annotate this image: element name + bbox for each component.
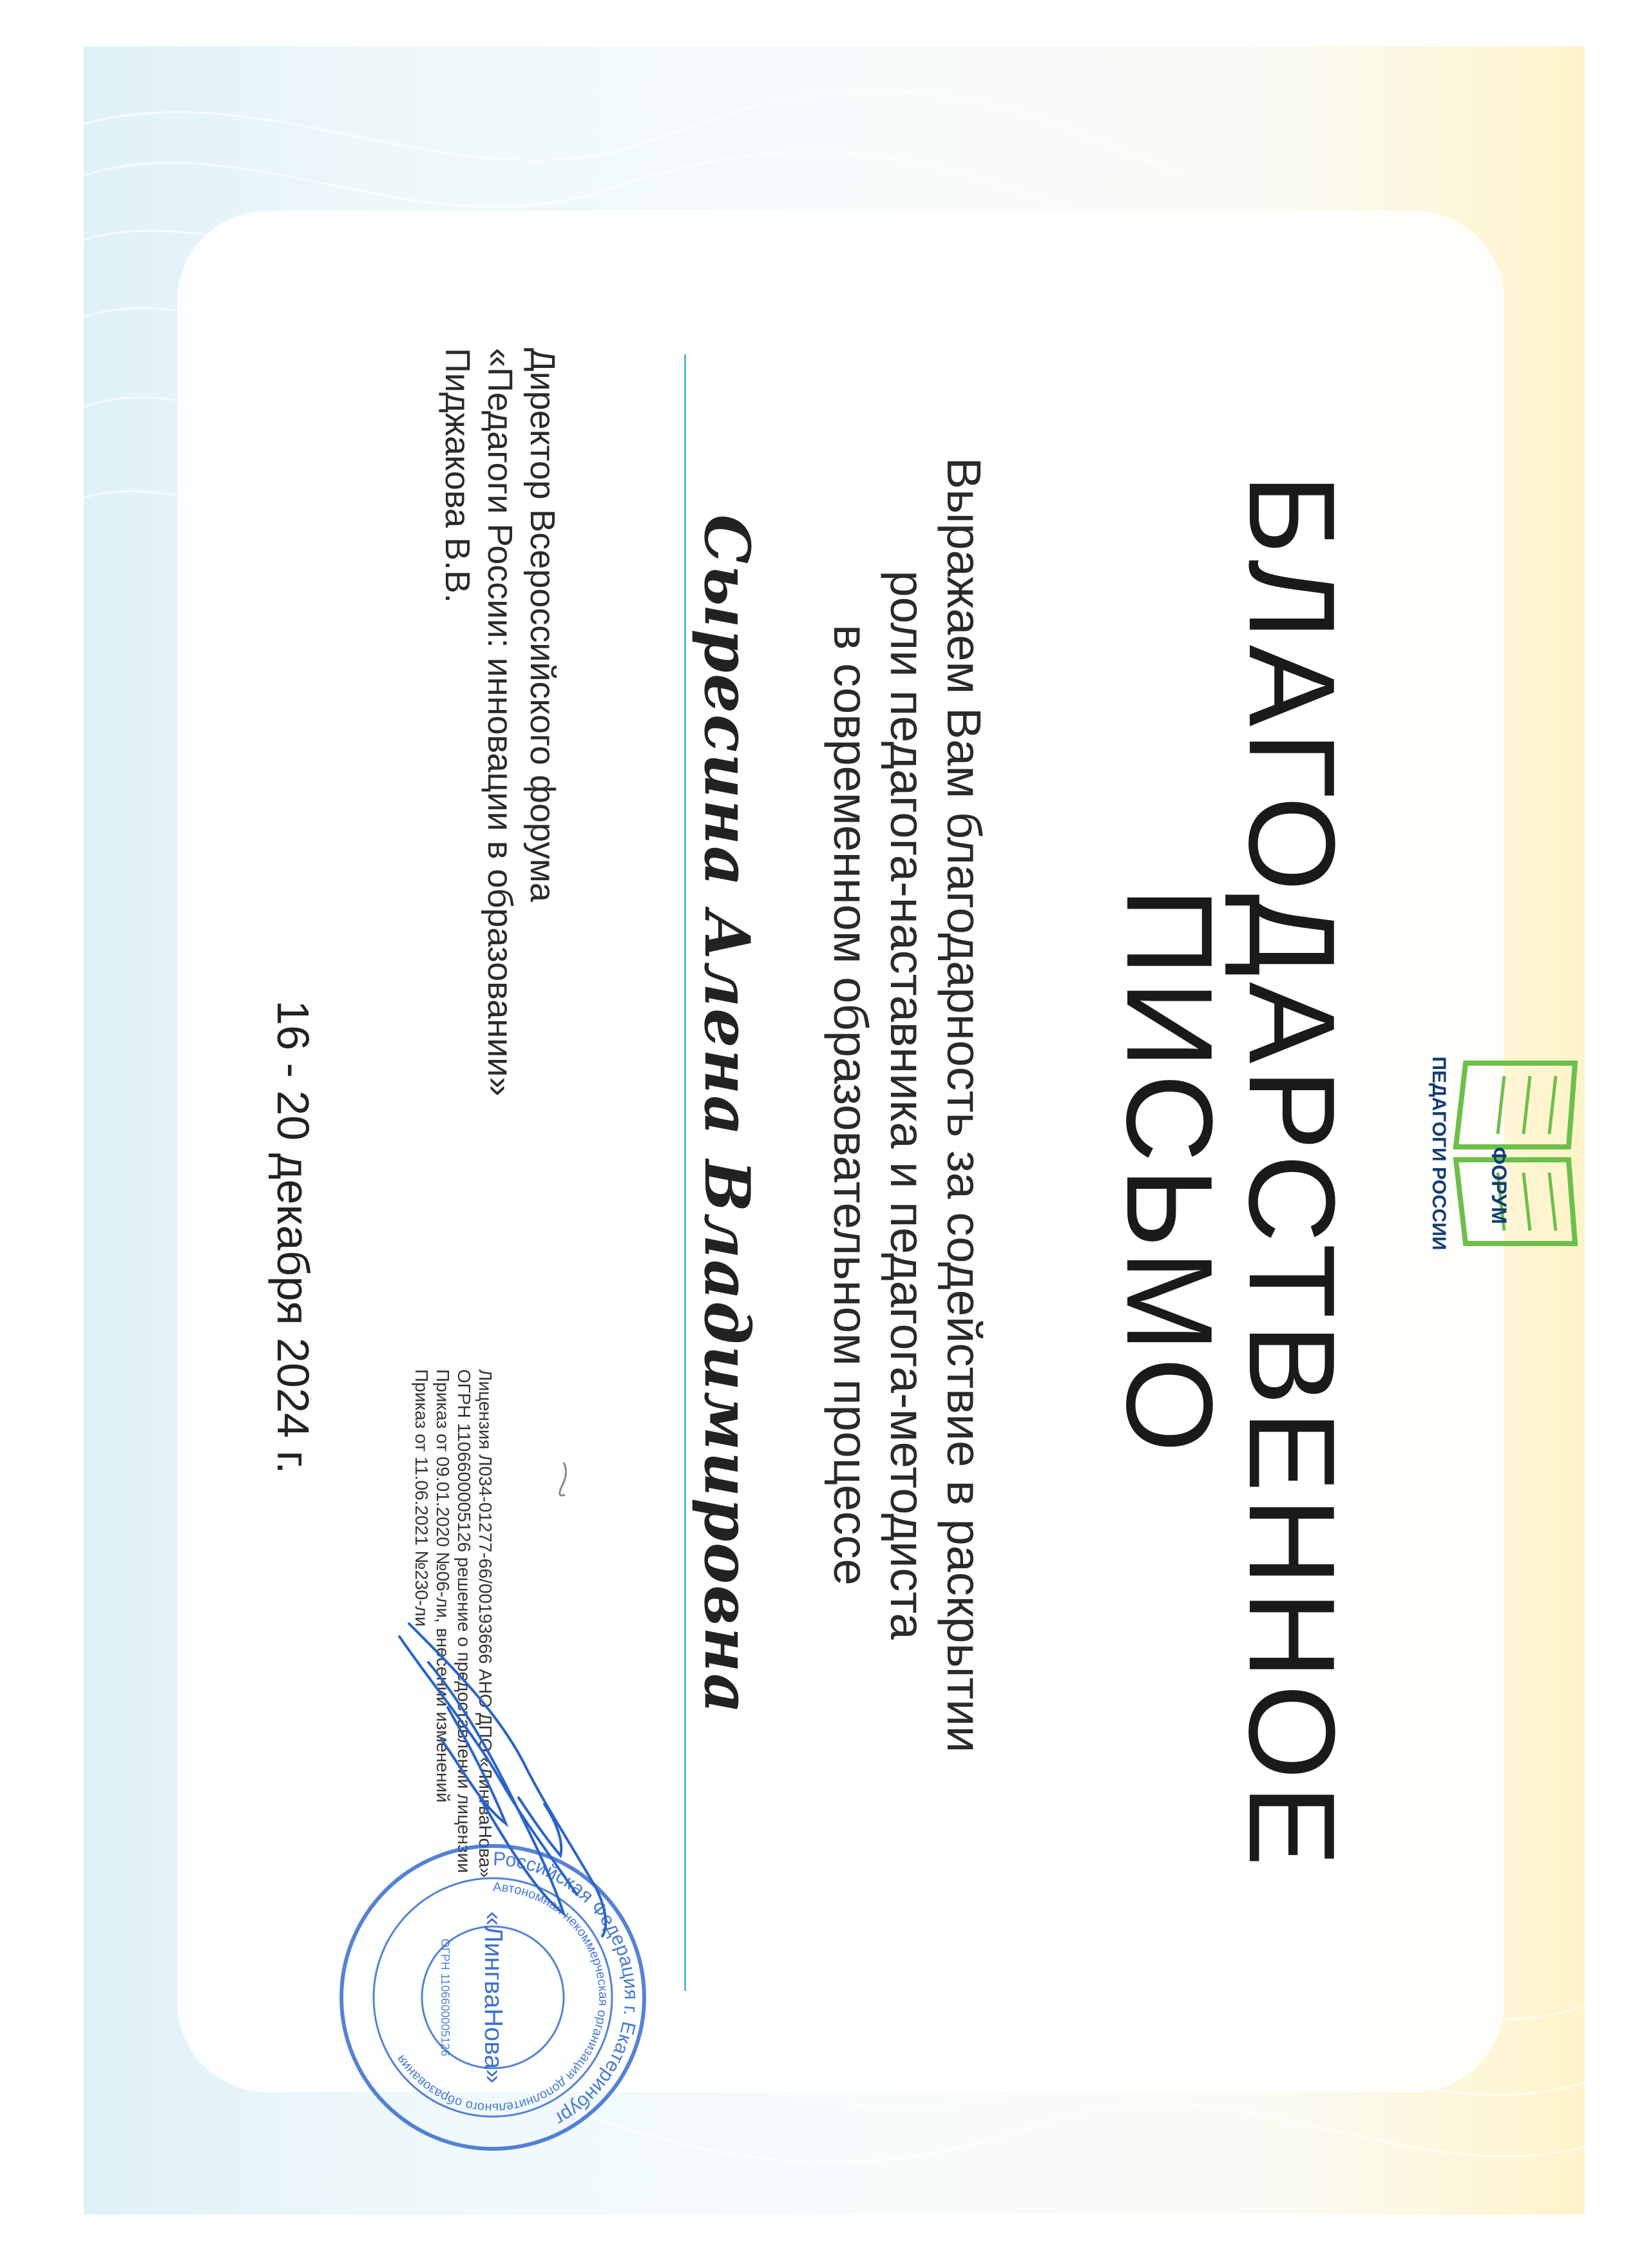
- license-line-2: ОГРН 1106600005126 решение о предоставлении лицензии: [454, 1369, 474, 1873]
- director-line-1: Директор Всероссийского форума: [523, 348, 562, 902]
- logo-subtitle-text: ПЕДАГОГИ РОССИИ: [1428, 1056, 1449, 1251]
- title-line-2: ПИСЬМО: [1101, 887, 1238, 1458]
- certificate-content: [74, 335, 1511, 2268]
- document-title: [1098, 419, 1362, 1927]
- organization-stamp: [332, 1836, 654, 2158]
- divider-line: [684, 354, 686, 1991]
- title-line-1: БЛАГОДАРСТВЕННОЕ: [1223, 474, 1360, 1872]
- gratitude-line-3: в современном образовательном процессе: [824, 624, 877, 1586]
- gratitude-text: [822, 348, 992, 1862]
- license-line-3: Приказ от 09.01.2020 №06-ли, внесении изменений: [433, 1369, 453, 1803]
- stamp-outer-text: Российская Федерация г. Екатеринбург: [492, 1848, 642, 2130]
- stamp-center-text: «ЛингваНова»: [479, 1911, 508, 2084]
- recipient-name: Сыресина Алена Владимировна: [691, 514, 763, 1715]
- forum-logo: [1401, 1037, 1594, 1269]
- scan-mark: [557, 1459, 570, 1498]
- stamp-org-text: Автономная некоммерческая организация дополнительного образования: [394, 1879, 611, 2115]
- license-line-1: Лицензия Л034-01277-66/00193666 АНО ДПО «ЛингваНова»: [475, 1369, 495, 1878]
- event-dates: 16 - 20 декабря 2024 г.: [268, 1000, 318, 1474]
- gratitude-line-2: роли педагога-наставника и педагога-методиста: [881, 570, 934, 1640]
- stamp-ogrn-text: ОГРН 1106600005126: [439, 1938, 452, 2057]
- director-block: [436, 348, 564, 1186]
- license-line-4: Приказ от 11.06.2021 №230-ли: [412, 1369, 432, 1627]
- director-name: Пиджакова В.В.: [438, 348, 477, 604]
- logo-forum-text: ФОРУМ: [1487, 1147, 1511, 1224]
- open-book-icon: [1446, 1037, 1594, 1269]
- gratitude-line-1: Выражаем Вам благодарность за содействие в раскрытии: [937, 457, 991, 1753]
- director-line-2: «Педагоги России: инновации в образовании»: [481, 348, 519, 1097]
